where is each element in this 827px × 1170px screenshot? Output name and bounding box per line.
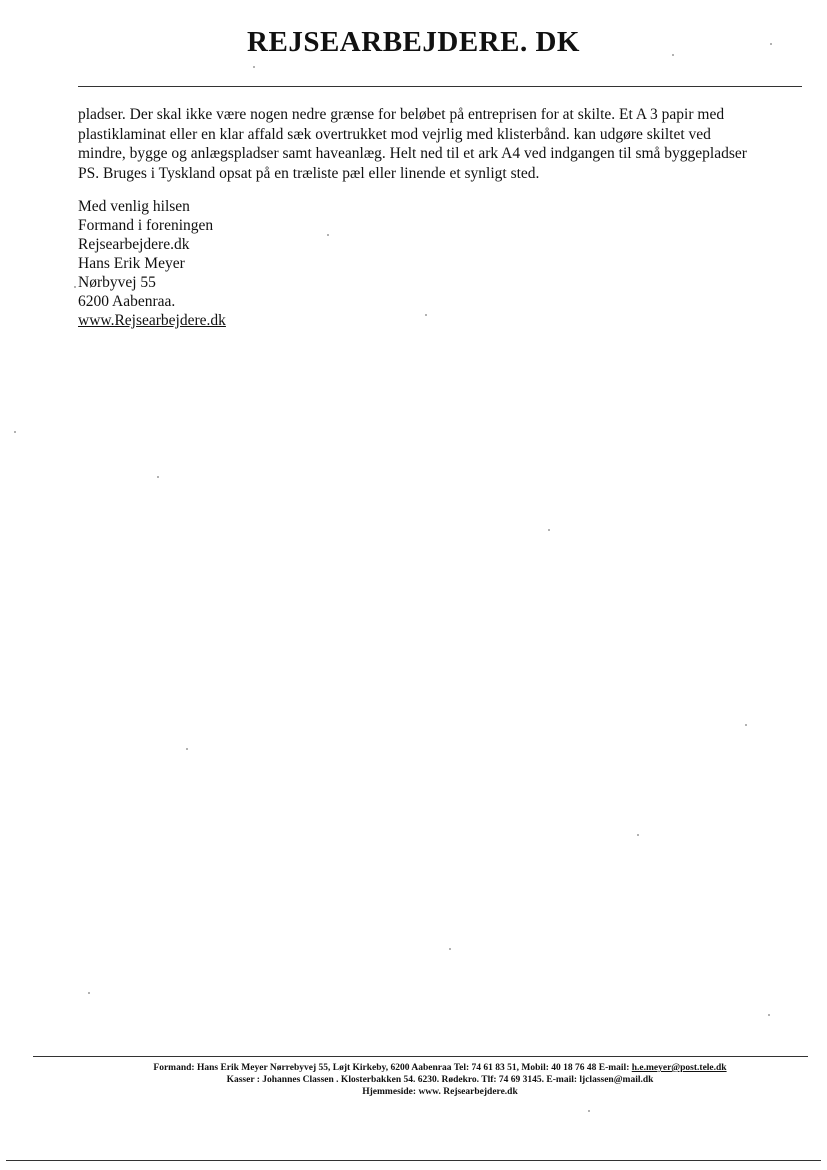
- scan-speck: [425, 314, 427, 316]
- treasurer-email[interactable]: ljclassen@mail.dk: [579, 1075, 654, 1085]
- signature-block: [78, 197, 226, 330]
- body-line: pladser. Der skal ikke være nogen nedre grænse for beløbet på entreprisen for at skilte. Et A 3 papir med: [78, 106, 725, 123]
- footer-homepage: Hjemmeside: www. Rejsearbejdere.dk: [362, 1087, 518, 1097]
- body-line: plastiklaminat eller en klar affald sæk overtrukket mod vejrlig med klisterbånd. kan udgøre skiltet ved: [78, 125, 711, 143]
- header-divider: [78, 86, 802, 87]
- scan-speck: [88, 992, 90, 994]
- body-line: mindre, bygge og anlægspladser samt haveanlæg. Helt ned til et ark A4 ved indgangen til små byggepladser: [78, 145, 747, 162]
- footer-chairman-text: Formand: Hans Erik Meyer Nørrebyvej 55, Løjt Kirkeby, 6200 Aabenraa Tel: 74 61 83 51, Mobil: 40 18 76 48 E-mail:: [153, 1063, 632, 1073]
- scan-speck: [745, 724, 747, 726]
- signature-street: Nørbyvej 55: [78, 274, 156, 291]
- signature-closing: Med venlig hilsen: [78, 198, 190, 215]
- signature-city: 6200 Aabenraa.: [78, 293, 176, 310]
- bottom-edge-line: [6, 1160, 821, 1161]
- scan-speck: [186, 748, 188, 750]
- chairman-email-link[interactable]: h.e.meyer@post.tele.dk: [631, 1063, 727, 1073]
- footer-line-chairman: [80, 1062, 800, 1074]
- letterhead-title: REJSEARBEJDERE. DK: [247, 26, 580, 58]
- scan-speck: [672, 54, 674, 56]
- signature-organization: Rejsearbejdere.dk: [78, 236, 190, 253]
- signature-role: Formand i foreningen: [78, 217, 214, 234]
- scan-speck: [74, 286, 76, 288]
- footer-treasurer-text: Kasser : Johannes Classen . Klosterbakken 54. 6230. Rødekro. Tlf: 74 69 3145. E-mail:: [226, 1075, 580, 1085]
- scan-speck: [327, 234, 329, 236]
- scan-speck: [253, 66, 255, 68]
- scan-speck: [768, 1014, 770, 1016]
- website-link[interactable]: www.Rejsearbejdere.dk: [78, 312, 226, 329]
- footer: [80, 1062, 800, 1098]
- scan-speck: [449, 948, 451, 950]
- scan-speck: [157, 476, 159, 478]
- signature-name: Hans Erik Meyer: [78, 255, 185, 272]
- footer-line-treasurer: [80, 1074, 800, 1086]
- scan-speck: [14, 431, 16, 433]
- scan-speck: [548, 529, 550, 531]
- scan-speck: [588, 1110, 590, 1112]
- body-line: PS. Bruges i Tyskland opsat på en træliste pæl eller linende et synligt sted.: [78, 164, 540, 182]
- scan-speck: [637, 834, 639, 836]
- scan-speck: [770, 43, 772, 45]
- footer-divider: [33, 1056, 808, 1057]
- body-paragraph: [78, 105, 808, 183]
